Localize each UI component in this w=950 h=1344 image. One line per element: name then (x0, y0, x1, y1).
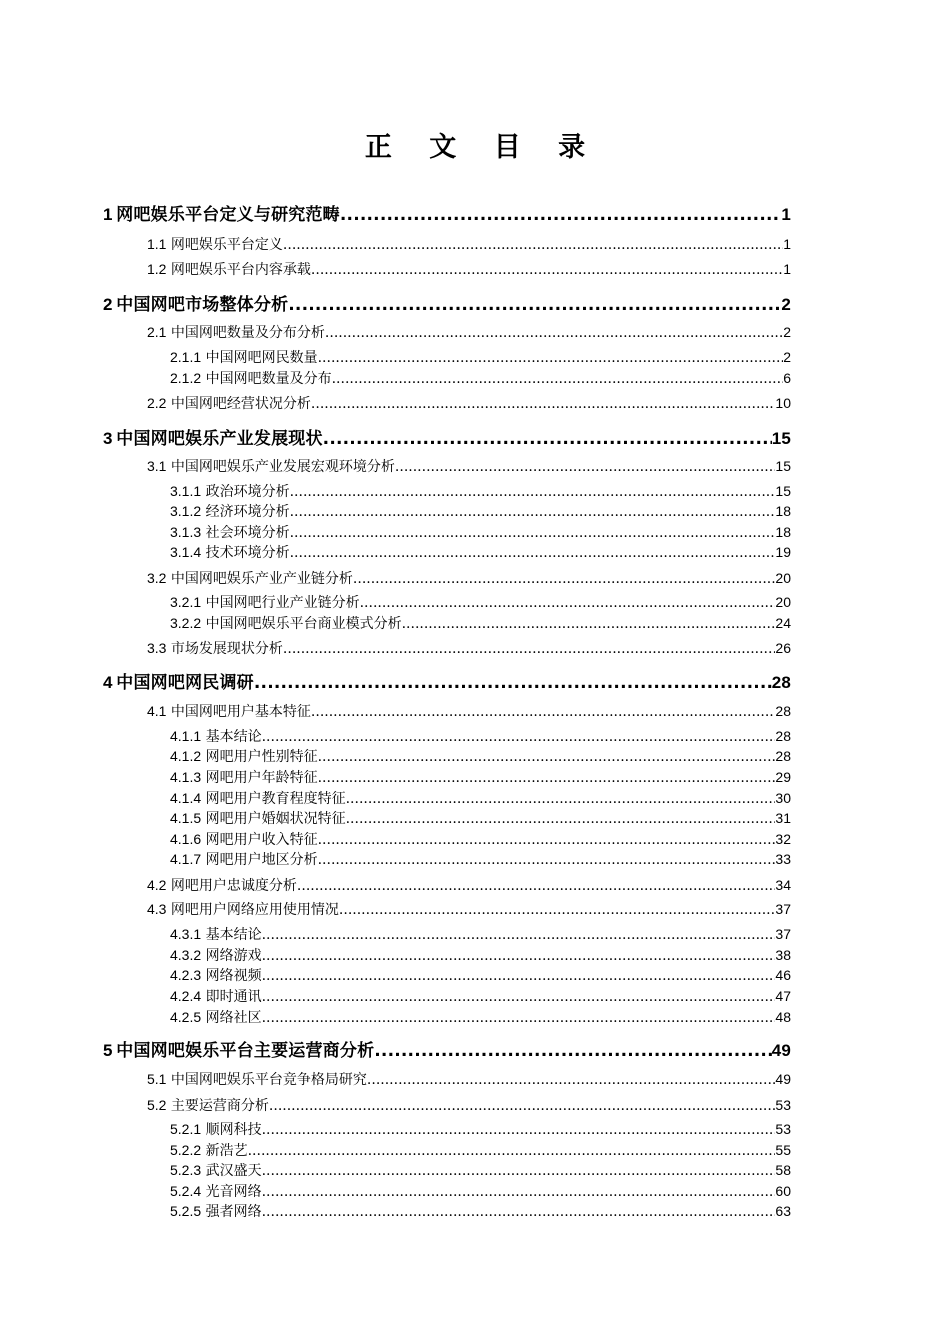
toc-entry-label (103, 668, 254, 693)
toc-entry-label (170, 788, 346, 808)
toc-entry-label (170, 726, 262, 746)
toc-page-number: 20 (775, 570, 791, 586)
toc-page-number: 53 (775, 1121, 791, 1137)
toc-entry-label (147, 701, 311, 721)
toc-entry-title: 网络游戏 (205, 948, 262, 964)
toc-entry-label (170, 767, 318, 787)
toc-entry-title: 中国网吧用户基本特征 (170, 704, 311, 720)
toc-entry-level-3[interactable] (170, 1140, 791, 1160)
toc-entry-label (103, 200, 340, 225)
toc-entry-level-3[interactable] (170, 788, 791, 808)
toc-entry-number: 4.1 (147, 703, 167, 719)
toc-entry-label (170, 368, 332, 388)
toc-entry-title: 政治环境分析 (205, 484, 290, 500)
toc-page-number: 30 (775, 790, 791, 806)
toc-entry-label (147, 259, 311, 279)
toc-entry-title: 主要运营商分析 (170, 1098, 269, 1114)
toc-entry-number: 3.1 (147, 458, 167, 474)
toc-page-number: 26 (775, 640, 791, 656)
dot-leader (318, 350, 784, 366)
toc-entry-number: 2.1.1 (170, 349, 202, 365)
toc-page-number: 6 (783, 370, 791, 386)
dot-leader (332, 371, 784, 387)
toc-entry-title: 强者网络 (205, 1204, 262, 1220)
toc-entry-title: 顺网科技 (205, 1122, 262, 1138)
toc-entry-label (103, 290, 288, 315)
toc-entry-level-1[interactable] (103, 668, 791, 694)
toc-entry-level-2[interactable] (147, 568, 791, 588)
toc-entry-label (147, 1069, 367, 1089)
toc-entry-level-1[interactable] (103, 290, 791, 316)
dot-leader (367, 1072, 776, 1088)
toc-entry-number: 1.1 (147, 236, 167, 252)
toc-entry-title: 网吧用户忠诚度分析 (170, 878, 297, 894)
toc-entry-level-3[interactable] (170, 522, 791, 542)
toc-page-number: 1 (781, 205, 791, 224)
page-title: 正 文 目 录 (364, 132, 600, 163)
dot-leader (283, 237, 783, 253)
dot-leader (325, 325, 783, 341)
toc-entry-title: 中国网吧市场整体分析 (116, 295, 289, 315)
toc-page-number: 28 (775, 728, 791, 744)
toc-entry-label (147, 322, 325, 342)
toc-entry-title: 网吧娱乐平台定义与研究范畴 (116, 205, 340, 225)
toc-entry-title: 光音网络 (205, 1184, 262, 1200)
toc-entry-number: 4.3.1 (170, 926, 202, 942)
toc-page-number: 1 (783, 236, 791, 252)
toc-entry-title: 网吧用户网络应用使用情况 (170, 902, 339, 918)
toc-entry-title: 中国网吧娱乐平台主要运营商分析 (116, 1041, 375, 1061)
toc-entry-number: 3 (103, 429, 113, 448)
toc-entry-number: 3.3 (147, 640, 167, 656)
toc-page-number: 46 (775, 967, 791, 983)
toc-entry-level-2[interactable] (147, 234, 791, 254)
toc-entry-title: 网吧用户性别特征 (205, 749, 318, 765)
toc-entry-number: 3.2.2 (170, 615, 202, 631)
toc-entry-number: 5.2 (147, 1097, 167, 1113)
toc-entry-title: 经济环境分析 (205, 504, 290, 520)
toc-entry-label (170, 501, 290, 521)
toc-entry-title: 武汉盛天 (205, 1163, 262, 1179)
toc-entry-level-3[interactable] (170, 1119, 791, 1139)
toc-entry-level-2[interactable] (147, 899, 791, 919)
toc-entry-number: 1 (103, 205, 113, 224)
dot-leader (290, 525, 776, 541)
dot-leader (262, 1204, 776, 1220)
dot-leader (346, 791, 776, 807)
toc-page-number: 48 (775, 1009, 791, 1025)
dot-leader (339, 902, 776, 918)
toc-entry-number: 4.1.7 (170, 851, 202, 867)
toc-entry-number: 3.1.2 (170, 503, 202, 519)
toc-entry-title: 基本结论 (205, 927, 262, 943)
dot-leader (262, 1010, 776, 1026)
toc-page-number: 55 (775, 1142, 791, 1158)
toc-entry-level-3[interactable] (170, 849, 791, 869)
toc-entry-level-1[interactable] (103, 1036, 791, 1062)
toc-entry-label (170, 613, 402, 633)
toc-entry-number: 2.2 (147, 395, 167, 411)
toc-entry-number: 4.1.6 (170, 831, 202, 847)
toc-entry-label (147, 568, 353, 588)
toc-entry-level-2[interactable] (147, 701, 791, 721)
toc-entry-level-1[interactable] (103, 200, 791, 226)
dot-leader (283, 641, 776, 657)
toc-entry-level-2[interactable] (147, 1069, 791, 1089)
toc-entry-number: 4.2.4 (170, 988, 202, 1004)
toc-entry-label (170, 746, 318, 766)
toc-entry-label (170, 965, 262, 985)
toc-entry-level-3[interactable] (170, 808, 791, 828)
toc-entry-title: 中国网吧娱乐产业发展宏观环境分析 (170, 459, 395, 475)
toc-entry-title: 中国网吧娱乐产业产业链分析 (170, 571, 353, 587)
toc-entry-level-3[interactable] (170, 986, 791, 1006)
toc-entry-level-3[interactable] (170, 1007, 791, 1027)
toc-entry-label (147, 456, 395, 476)
toc-entry-title: 技术环境分析 (205, 545, 290, 561)
toc-entry-label (147, 638, 283, 658)
toc-entry-label (170, 522, 290, 542)
toc-page-number: 28 (775, 748, 791, 764)
toc-entry-number: 5.1 (147, 1071, 167, 1087)
toc-page-number: 32 (775, 831, 791, 847)
dot-leader (248, 1143, 776, 1159)
dot-leader (290, 504, 776, 520)
toc-entry-label (147, 899, 339, 919)
toc-page-number: 18 (775, 503, 791, 519)
toc-entry-number: 4.1.4 (170, 790, 202, 806)
toc-entry-title: 中国网吧娱乐平台竞争格局研究 (170, 1072, 367, 1088)
toc-entry-number: 5 (103, 1041, 113, 1060)
toc-entry-level-2[interactable] (147, 259, 791, 279)
toc-page-number: 47 (775, 988, 791, 1004)
dot-leader (262, 989, 776, 1005)
dot-leader (297, 878, 776, 894)
dot-leader (374, 1041, 771, 1061)
toc-entry-label (170, 829, 318, 849)
toc-entry-level-3[interactable] (170, 613, 791, 633)
toc-entry-number: 4.2.5 (170, 1009, 202, 1025)
toc-entry-title: 中国网吧娱乐平台商业模式分析 (205, 616, 402, 632)
dot-leader (262, 1184, 776, 1200)
dot-leader (262, 1122, 776, 1138)
toc-entry-label (170, 924, 262, 944)
toc-entry-level-2[interactable] (147, 393, 791, 413)
toc-page-number: 49 (775, 1071, 791, 1087)
dot-leader (262, 1163, 776, 1179)
toc-entry-number: 3.1.4 (170, 544, 202, 560)
toc-entry-level-3[interactable] (170, 965, 791, 985)
toc-entry-label (170, 1007, 262, 1027)
dot-leader (318, 852, 776, 868)
dot-leader (262, 968, 776, 984)
toc-page-number: 37 (775, 926, 791, 942)
toc-entry-title: 中国网吧行业产业链分析 (205, 595, 360, 611)
toc-entry-label (170, 1181, 262, 1201)
toc-entry-label (147, 234, 283, 254)
toc-entry-level-3[interactable] (170, 368, 791, 388)
toc-entry-number: 5.2.3 (170, 1162, 202, 1178)
toc-entry-level-3[interactable] (170, 1181, 791, 1201)
toc-entry-number: 3.2.1 (170, 594, 202, 610)
toc-page-number: 60 (775, 1183, 791, 1199)
toc-entry-title: 中国网吧网民调研 (116, 673, 254, 693)
toc-page-number: 2 (783, 324, 791, 340)
toc-entry-number: 4.2 (147, 877, 167, 893)
toc-entry-number: 1.2 (147, 261, 167, 277)
toc-entry-level-3[interactable] (170, 829, 791, 849)
toc-page-number: 18 (775, 524, 791, 540)
toc-entry-level-3[interactable] (170, 924, 791, 944)
toc-entry-title: 网吧用户婚姻状况特征 (205, 811, 346, 827)
toc-entry-title: 中国网吧数量及分布分析 (170, 325, 325, 341)
dot-leader (288, 295, 781, 315)
toc-entry-level-3[interactable] (170, 592, 791, 612)
toc-page-number: 53 (775, 1097, 791, 1113)
toc-entry-title: 网吧用户收入特征 (205, 832, 318, 848)
toc-entry-number: 4 (103, 673, 113, 692)
toc-entry-label (147, 1095, 269, 1115)
dot-leader (346, 811, 776, 827)
toc-entry-title: 网络社区 (205, 1010, 262, 1026)
toc-entry-title: 社会环境分析 (205, 525, 290, 541)
toc-page-number: 31 (775, 810, 791, 826)
toc-page-number: 1 (783, 261, 791, 277)
toc-entry-number: 3.2 (147, 570, 167, 586)
toc-entry-label (170, 986, 262, 1006)
toc-entry-title: 中国网吧数量及分布 (205, 371, 332, 387)
toc-page-number: 15 (775, 483, 791, 499)
dot-leader (262, 948, 776, 964)
toc-entry-label (170, 542, 290, 562)
toc-entry-level-2[interactable] (147, 875, 791, 895)
toc-entry-number: 4.1.5 (170, 810, 202, 826)
toc-entry-title: 基本结论 (205, 729, 262, 745)
toc-entry-level-3[interactable] (170, 542, 791, 562)
toc-entry-level-3[interactable] (170, 726, 791, 746)
toc-entry-number: 5.2.1 (170, 1121, 202, 1137)
toc-entry-title: 中国网吧网民数量 (205, 350, 318, 366)
toc-entry-label (147, 393, 311, 413)
toc-entry-number: 3.1.1 (170, 483, 202, 499)
toc-entry-level-3[interactable] (170, 347, 791, 367)
dot-leader (318, 832, 776, 848)
toc-entry-label (103, 1036, 374, 1061)
toc-entry-number: 4.1.2 (170, 748, 202, 764)
dot-leader (360, 595, 776, 611)
toc-entry-label (103, 424, 323, 449)
toc-entry-level-3[interactable] (170, 1160, 791, 1180)
toc-entry-level-3[interactable] (170, 1201, 791, 1221)
toc-entry-title: 网络视频 (205, 968, 262, 984)
toc-entry-title: 新浩艺 (205, 1143, 248, 1159)
dot-leader (340, 205, 781, 225)
toc-entry-title: 中国网吧经营状况分析 (170, 396, 311, 412)
toc-entry-number: 2.1 (147, 324, 167, 340)
toc-entry-level-3[interactable] (170, 746, 791, 766)
toc-page-number: 2 (783, 349, 791, 365)
toc-page-number: 38 (775, 947, 791, 963)
toc-page-number: 28 (771, 673, 791, 692)
toc-entry-level-2[interactable] (147, 1095, 791, 1115)
dot-leader (311, 262, 783, 278)
toc-page-number: 58 (775, 1162, 791, 1178)
toc-page-number: 34 (775, 877, 791, 893)
dot-leader (254, 673, 772, 693)
toc-entry-number: 5.2.4 (170, 1183, 202, 1199)
toc-entry-title: 网吧用户教育程度特征 (205, 791, 346, 807)
toc-page-number: 2 (781, 295, 791, 314)
toc-entry-title: 即时通讯 (205, 989, 262, 1005)
toc-entry-number: 5.2.2 (170, 1142, 202, 1158)
toc-entry-level-3[interactable] (170, 767, 791, 787)
toc-entry-title: 中国网吧娱乐产业发展现状 (116, 429, 323, 449)
dot-leader (290, 484, 776, 500)
toc-entry-title: 网吧用户地区分析 (205, 852, 318, 868)
toc-entry-number: 3.1.3 (170, 524, 202, 540)
toc-entry-label (170, 1140, 248, 1160)
toc-entry-title: 网吧娱乐平台内容承载 (170, 262, 311, 278)
toc-page-number: 28 (775, 703, 791, 719)
toc-entry-number: 2 (103, 295, 113, 314)
toc-page-number: 15 (771, 429, 791, 448)
toc-entry-label (170, 347, 318, 367)
toc-page-number: 20 (775, 594, 791, 610)
dot-leader (262, 927, 776, 943)
toc-entry-label (170, 481, 290, 501)
toc-page-number: 15 (775, 458, 791, 474)
toc-entry-label (170, 1201, 262, 1221)
toc-page-number: 24 (775, 615, 791, 631)
toc-entry-level-2[interactable] (147, 638, 791, 658)
toc-page-number: 19 (775, 544, 791, 560)
dot-leader (262, 729, 776, 745)
toc-entry-level-3[interactable] (170, 481, 791, 501)
toc-entry-label (170, 849, 318, 869)
toc-entry-label (170, 1160, 262, 1180)
toc-page-number: 63 (775, 1203, 791, 1219)
toc-page-number: 33 (775, 851, 791, 867)
dot-leader (402, 616, 776, 632)
toc-entry-number: 2.1.2 (170, 370, 202, 386)
toc-entry-level-2[interactable] (147, 456, 791, 476)
toc-entry-label (170, 945, 262, 965)
toc-page-number: 29 (775, 769, 791, 785)
toc-entry-title: 网吧娱乐平台定义 (170, 237, 283, 253)
toc-entry-number: 5.2.5 (170, 1203, 202, 1219)
dot-leader (311, 396, 776, 412)
toc-entry-level-2[interactable] (147, 322, 791, 342)
dot-leader (353, 571, 776, 587)
dot-leader (318, 749, 776, 765)
dot-leader (395, 459, 776, 475)
toc-entry-level-3[interactable] (170, 501, 791, 521)
toc-entry-level-3[interactable] (170, 945, 791, 965)
toc-page-number: 49 (771, 1041, 791, 1060)
toc-entry-label (170, 808, 346, 828)
toc-page-number: 10 (775, 395, 791, 411)
dot-leader (269, 1098, 776, 1114)
toc-entry-title: 网吧用户年龄特征 (205, 770, 318, 786)
toc-entry-label (170, 1119, 262, 1139)
toc-entry-number: 4.1.1 (170, 728, 202, 744)
toc-entry-number: 4.3.2 (170, 947, 202, 963)
toc-entry-label (170, 592, 360, 612)
toc-entry-number: 4.2.3 (170, 967, 202, 983)
toc-entry-level-1[interactable] (103, 424, 791, 450)
toc-entry-number: 4.1.3 (170, 769, 202, 785)
toc-page-number: 37 (775, 901, 791, 917)
dot-leader (311, 704, 776, 720)
toc-entry-number: 4.3 (147, 901, 167, 917)
dot-leader (318, 770, 776, 786)
dot-leader (290, 545, 776, 561)
toc-entry-title: 市场发展现状分析 (170, 641, 283, 657)
dot-leader (323, 429, 772, 449)
toc-entry-label (147, 875, 297, 895)
